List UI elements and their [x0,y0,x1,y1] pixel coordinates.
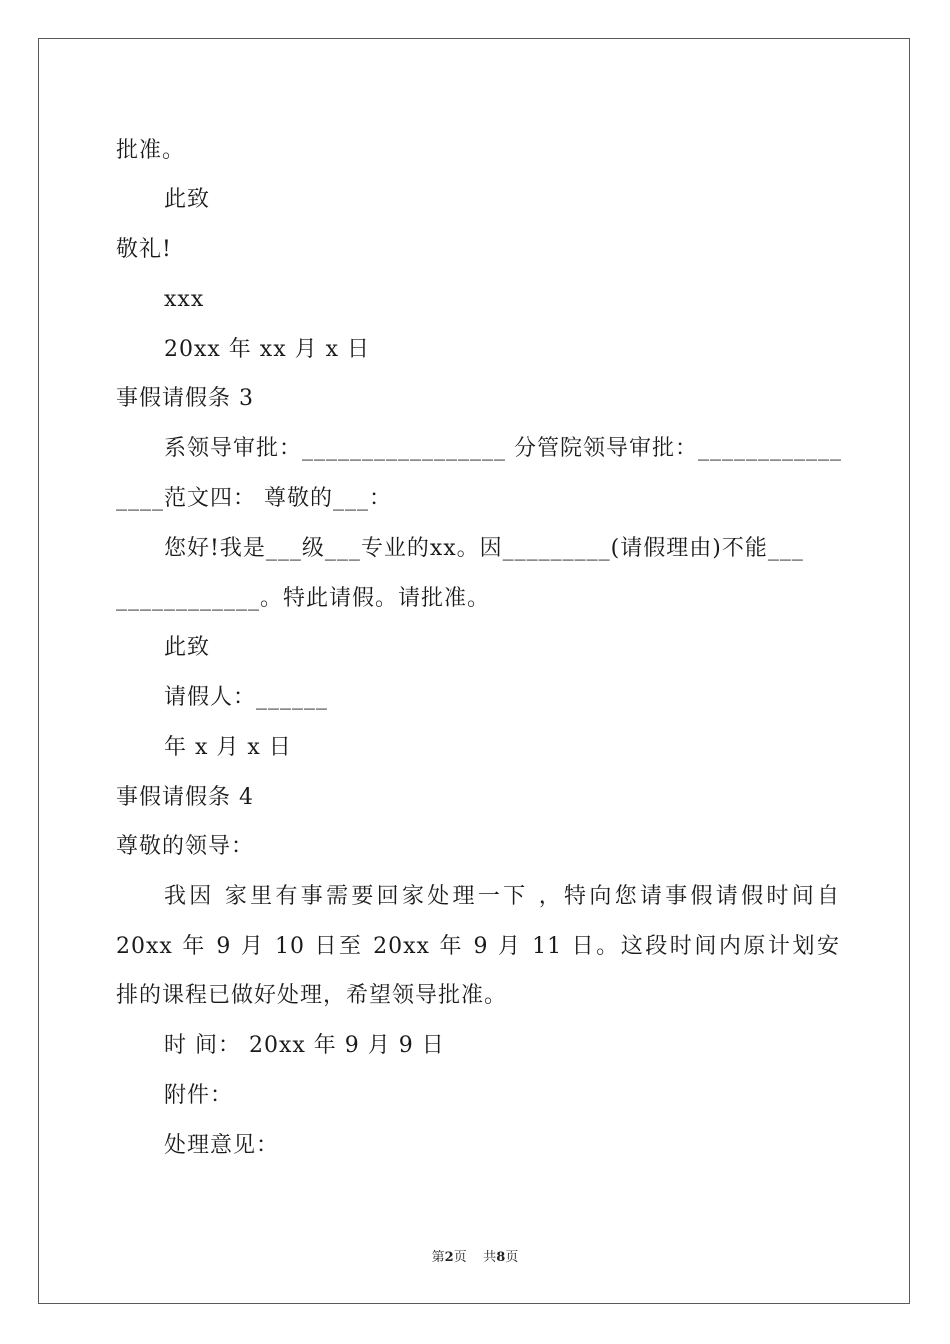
date-line: 时 间： 20xx 年 9 月 9 日 [164,1033,445,1058]
document-page [38,38,910,1304]
page-number-suffix: 页 [453,1250,467,1265]
text-line: ____范文四： 尊敬的___： [116,486,392,511]
closing-phrase: 此致 [164,187,211,212]
attachment-label: 附件： [164,1083,234,1108]
page-footer [0,1246,950,1265]
page-total-prefix: 共 [483,1250,497,1265]
body-paragraph: 您好!我是___级___专业的xx。因_________(请假理由)不能___ [164,536,804,561]
signature: xxx [164,287,205,312]
section-heading: 事假请假条 3 [116,386,254,411]
opinion-label: 处理意见： [164,1133,280,1158]
date-line: 20xx 年 xx 月 x 日 [164,337,370,362]
page-number-prefix: 第 [431,1250,445,1265]
closing-phrase: 此致 [164,635,211,660]
page-total-suffix: 页 [505,1250,519,1265]
salutation: 尊敬的领导： [116,834,255,859]
date-line: 年 x 月 x 日 [164,735,292,760]
page-number: 2 [444,1250,454,1265]
section-heading: 事假请假条 4 [116,785,254,810]
body-paragraph: 20xx 年 9 月 10 日至 20xx 年 9 月 11 日。这段时间内原计划安 [116,934,840,959]
text-line: 批准。 [116,138,186,163]
body-paragraph: 排的课程已做好处理，希望领导批准。 [116,983,508,1008]
page-total: 8 [496,1250,506,1265]
body-paragraph: 我因 家里有事需要回家处理一下 ，特向您请事假请假时间自 [164,884,840,909]
applicant-line: 请假人：______ [164,685,329,710]
approval-line: 系领导审批：_________________ 分管院领导审批：____________ [164,436,842,461]
salutation: 敬礼! [116,237,172,262]
body-paragraph: ____________。特此请假。请批准。 [116,586,491,611]
